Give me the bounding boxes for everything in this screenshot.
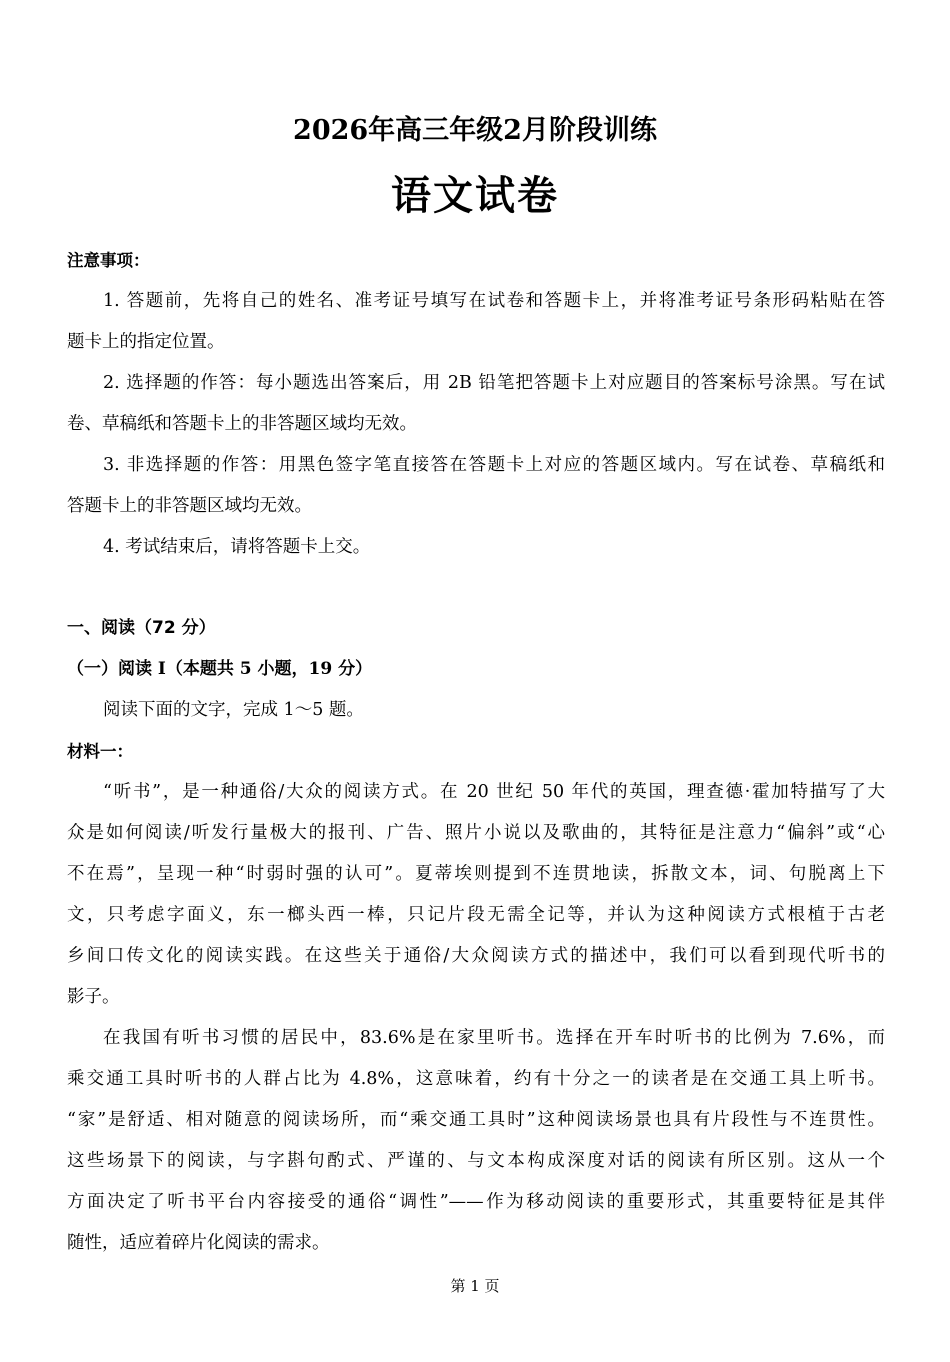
notice-item-3-line-2: 答题卡上的非答题区域均无效。 <box>67 496 312 516</box>
exam-title: 2026年高三年级2月阶段训练 <box>293 115 657 146</box>
notice-item-1-line-2: 题卡上的指定位置。 <box>67 332 225 352</box>
paragraph-line: 众是如何阅读/听发行量极大的报刊、广告、照片小说以及歌曲的，其特征是注意力“偏斜”或“心 <box>67 823 885 843</box>
exam-subtitle: 语文试卷 <box>391 172 559 219</box>
paragraph-line: 影子。 <box>67 987 120 1007</box>
notice-item-4: 4. 考试结束后，请将答题卡上交。 <box>103 537 371 557</box>
notice-item-3-line-1: 3. 非选择题的作答：用黑色签字笔直接答在答题卡上对应的答题区域内。写在试卷、草稿纸和 <box>103 455 885 475</box>
material-paragraph-2 <box>67 1018 885 1264</box>
paragraph-line: 方面决定了听书平台内容接受的通俗“调性”——作为移动阅读的重要形式，其重要特征是其伴 <box>67 1192 885 1212</box>
notice-heading: 注意事项： <box>67 251 150 270</box>
notice-item-1-line-1: 1. 答题前，先将自己的姓名、准考证号填写在试卷和答题卡上，并将准考证号条形码粘贴在答 <box>103 291 885 311</box>
paragraph-line: 乡间口传文化的阅读实践。在这些关于通俗/大众阅读方式的描述中，我们可以看到现代听书的 <box>67 946 885 966</box>
notice-item-2-line-2: 卷、草稿纸和答题卡上的非答题区域均无效。 <box>67 414 417 434</box>
material-label: 材料一： <box>67 742 133 761</box>
reading-instruction: 阅读下面的文字，完成 1～5 题。 <box>103 700 364 720</box>
paragraph-line: “家”是舒适、相对随意的阅读场所，而“乘交通工具时”这种阅读场景也具有片段性与不连贯性。 <box>67 1110 885 1130</box>
paragraph-line: 不在焉”，呈现一种“时弱时强的认可”。夏蒂埃则提到不连贯地读，拆散文本，词、句脱离上下 <box>67 864 885 884</box>
page-number: 第 1 页 <box>450 1277 500 1295</box>
section-gap <box>67 568 885 608</box>
paragraph-line: 随性，适应着碎片化阅读的需求。 <box>67 1233 330 1253</box>
page-content <box>67 240 885 1264</box>
section-1-heading: 一、阅读（72 分） <box>67 618 216 638</box>
paragraph-line: 这些场景下的阅读，与字斟句酌式、严谨的、与文本构成深度对话的阅读有所区别。这从一个 <box>67 1151 885 1171</box>
notice-item-2-line-1: 2. 选择题的作答：每小题选出答案后，用 2B 铅笔把答题卡上对应题目的答案标号涂黑。写在试 <box>103 373 885 393</box>
section-1-sub-heading: （一）阅读 I（本题共 5 小题，19 分） <box>67 659 373 679</box>
paragraph-line: “听书”，是一种通俗/大众的阅读方式。在 20 世纪 50 年代的英国，理查德·霍加特描写了大 <box>103 782 885 802</box>
paragraph-line: 文，只考虑字面义，东一榔头西一棒，只记片段无需全记等，并认为这种阅读方式根植于古老 <box>67 905 885 925</box>
paragraph-line: 在我国有听书习惯的居民中，83.6%是在家里听书。选择在开车时听书的比例为 7.6%，而 <box>103 1028 885 1048</box>
paragraph-line: 乘交通工具时听书的人群占比为 4.8%，这意味着，约有十分之一的读者是在交通工具上听书。 <box>67 1069 885 1089</box>
material-paragraph-1 <box>67 772 885 1018</box>
